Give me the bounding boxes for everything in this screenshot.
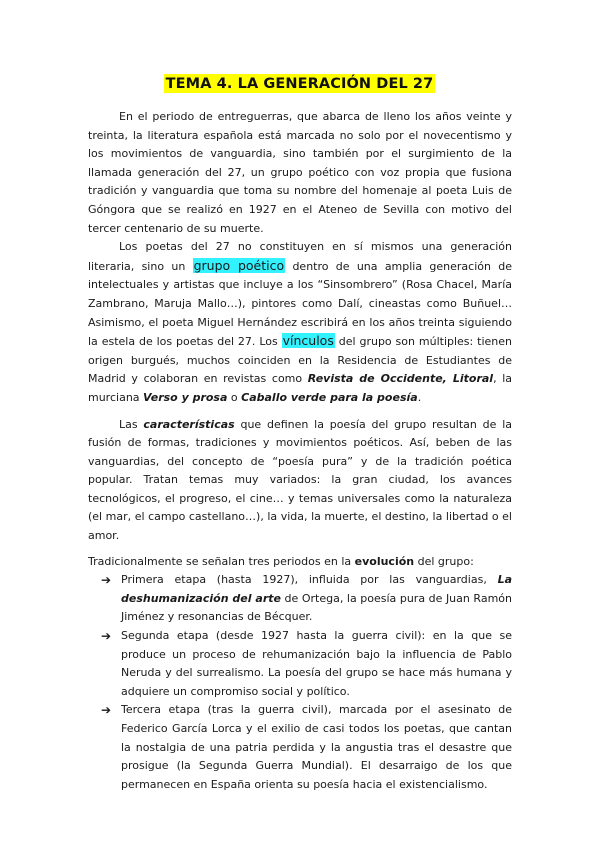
journal-title: Litoral (452, 372, 494, 386)
list-item (101, 627, 512, 701)
text-run: dentro de una amplia generación de intelectuales y artistas que incluye a los “Sinsombrero” (Rosa Chacel, María Zambrano, Maruja Mallo…), pintores como Dalí, cineastas como Buñuel… Asimismo, el poeta Miguel Hernández escribirá en los años treinta siguiendo la estela de los poetas del 27. Los (88, 259, 513, 349)
arrow-bullet-icon: ➔ (101, 573, 112, 588)
journal-title: Caballo verde para la poesía (241, 390, 418, 404)
text-run: , la murciana (88, 372, 513, 404)
highlighted-term-grupo-poetico: grupo poético (193, 257, 285, 273)
text-run: o (227, 390, 242, 404)
journal-title: Verso y prosa (143, 390, 228, 404)
text-run: de Ortega, la poesía pura de Juan Ramón Jiménez y resonancias de Bécquer. (121, 591, 512, 624)
bold-term-caracteristicas: características (143, 417, 235, 431)
arrow-bullet-icon: ➔ (101, 703, 112, 718)
title-container (0, 73, 599, 93)
text-run: que definen la poesía del grupo resultan de la fusión de formas, tradiciones y movimientos poéticos. Así, beben de las vanguardias, del concepto de “poesía pura” y de la tradición poética popular. Tratan temas muy variados: la gran ciudad, los avances tecnológicos, el progreso, el cine… y temas universales como la naturaleza (el mar, el campo castellano…), la vida, la muerte, el destino, la libertad o el amor. (88, 417, 512, 543)
text-run: del grupo: (414, 554, 474, 568)
paragraph-group (88, 238, 512, 407)
text-run: Los poetas del 27 no constituyen en sí mismos una generación literaria, sino un (88, 240, 512, 273)
text-run: . (417, 390, 422, 404)
work-title: La deshumanización del arte (121, 573, 512, 605)
text-run: Tradicionalmente se señalan tres periodos en la (88, 554, 355, 568)
list-item (101, 701, 512, 794)
bold-term-evolucion: evolución (354, 554, 415, 568)
paragraph-characteristics (88, 416, 512, 546)
arrow-bullet-icon: ➔ (101, 629, 112, 644)
journal-title: Revista de Occidente (307, 372, 443, 386)
text-run: Segunda etapa (desde 1927 hasta la guerra civil): en la que se produce un proceso de rehumanización bajo la influencia de Pablo Neruda y del surrealismo. La poesía del grupo se hace más humana y adquiere un compromiso social y político. (121, 629, 512, 698)
text-run: del grupo son múltiples: tienen origen burgués, muchos coinciden en la Residencia de Estudiantes de Madrid y colaboran en revistas como (88, 335, 512, 386)
document-body (88, 108, 512, 794)
text-separator: , (442, 372, 453, 386)
paragraph-introduction: En el periodo de entreguerras, que abarca de lleno los años veinte y treinta, la literatura española está marcada no solo por el novecentismo y los movimientos de vanguardia, sino también por el surgimiento de la llamada generación del 27, un grupo poético con voz propia que fusiona tradición y vanguardia que toma su nombre del homenaje al poeta Luis de Góngora que se realizó en 1927 en el Ateneo de Sevilla con motivo del tercer centenario de su muerte. (88, 110, 512, 235)
list-item (101, 571, 512, 627)
paragraph-evolution-intro (88, 553, 512, 572)
highlighted-term-vinculos: vínculos (282, 333, 334, 349)
text-run: Las (119, 417, 144, 431)
text-run: Primera etapa (hasta 1927), influida por las vanguardias, (121, 573, 498, 587)
page-title: TEMA 4. LA GENERACIÓN DEL 27 (165, 76, 434, 92)
periods-list (88, 571, 512, 794)
text-run: Tercera etapa (tras la guerra civil), marcada por el asesinato de Federico García Lorca y el exilio de casi todos los poetas, que cantan la nostalgia de una patria perdida y la angustia tras el desastre que prosigue (la Segunda Guerra Mundial). El desarraigo de los que permanecen en España orienta su poesía hacia el existencialismo. (121, 703, 512, 791)
